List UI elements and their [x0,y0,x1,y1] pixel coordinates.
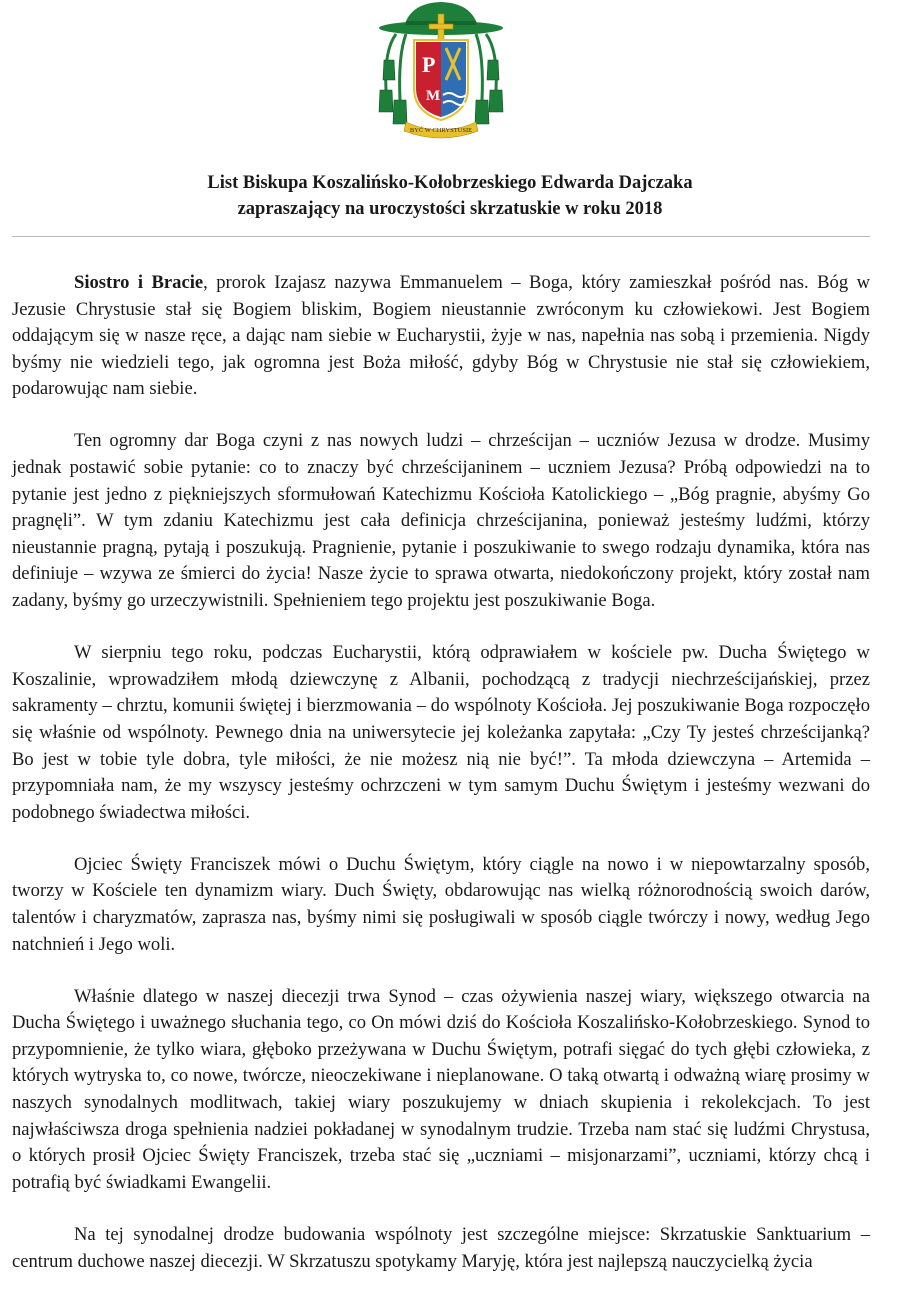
shield-letter-m: M [426,88,441,104]
letter-title [0,170,900,222]
salutation: Siostro i Bracie [74,272,204,293]
episcopal-coat-of-arms [376,0,506,140]
title-line-1: List Biskupa Koszalińsko-Kołobrzeskiego Edwarda Dajczaka [207,173,693,193]
motto-ribbon [404,122,478,138]
paragraph-3: W sierpniu tego roku, podczas Eucharystii, którą odprawiałem w kościele pw. Ducha Świętego w Koszalinie, wprowadziłem młodą dziewczynę z Albanii, pochodzącą z tradycji niechrześcijańskiej, przez sakramenty – chrztu, komunii świętej i bierzmowania – do wspólnoty Kościoła. Jej poszukiwanie Boga rozpoczęło się właśnie od wspólnoty. Pewnego dnia na uniwersytecie jej koleżanka zapytała: „Czy Ty jesteś chrześcijanką? Bo jest w tobie tyle dobra, tyle miłości, że nie możesz nią nie być!”. Ta młoda dziewczyna – Artemida – przypomniała nam, że my wszyscy jesteśmy ochrzczeni w tym samym Duchu Świętym i jesteśmy wezwani do podobnego świadectwa miłości. [12,642,870,823]
title-line-2: zapraszający na uroczystości skrzatuskie w roku 2018 [237,199,663,219]
paragraph-5: Właśnie dlatego w naszej diecezji trwa Synod – czas ożywienia naszej wiary, większego otwarcia na Ducha Świętego i uważnego słuchania tego, co On mówi dziś do Kościoła Koszalińsko-Kołobrzeskiego. Synod to przypomnienie, że tylko wiara, głęboko przeżywana w Duchu Świętym, potrafi sięgać do tych głębi człowieka, z których wytryska to, co nowe, twórcze, nieoczekiwane i nieplanowane. O taką otwartą i odważną wiarę prosimy w naszych synodalnych modlitwach, takiej wiary poszukujemy w dniach skupienia i rekolekcjach. To jest najwłaściwsza droga spełnienia nadziei pokładanej w synodalnym trudzie. Trzeba nam stać się ludźmi Chrystusa, o których prosił Ojciec Święty Franciszek, trzeba stać się „uczniami – misjonarzami”, uczniami, którzy chcą i potrafią być świadkami Ewangelii. [12,985,870,1193]
tassels-left-icon [379,34,407,124]
motto-text: BYĆ W CHRYSTUSIE [409,127,473,134]
paragraph-1-text: , prorok Izajasz nazywa Emmanuelem – Boga, który zamieszkał pośród nas. Bóg w Jezusie Chrystusie stał się Bogiem bliskim, Bogiem nieustannie zwróconym ku człowiekowi. Jest Bogiem oddającym się w nasze ręce, a dając nam siebie w Eucharystii, żyje w nas, napełnia nas sobą i przemienia. Nigdy byśmy nie wiedzieli tego, jak ogromna jest Boża miłość, gdyby Bóg w Chrystusie nie stał się człowiekiem, podarowując nam siebie. [12,272,870,400]
paragraph-1 [12,270,870,403]
paragraph-4: Ojciec Święty Franciszek mówi o Duchu Świętym, który ciągle na nowo i w niepowtarzalny sposób, tworzy w Kościele ten dynamizm wiary. Duch Święty, obdarowując nas wielką różnorodnością swoich darów, talentów i charyzmatów, zaprasza nas, byśmy nimi się posługiwali w sposób ciągle twórczy i nowy, według Jego natchnień i Jego woli. [12,853,870,955]
letter-body [12,270,870,1275]
title-divider [12,236,870,237]
paragraph-6: Na tej synodalnej drodze budowania wspólnoty jest szczególne miejsce: Skrzatuskie Sanktuarium – centrum duchowe naszej diecezji. W Skrzatuszu spotykamy Maryję, która jest najlepszą nauczycielką życia [12,1223,870,1272]
shield-icon [414,40,468,120]
shield-letter-p: P [422,52,436,77]
paragraph-2: Ten ogromny dar Boga czyni z nas nowych ludzi – chrześcijan – uczniów Jezusa w drodze. Musimy jednak postawić sobie pytanie: co to znaczy być chrześcijaninem – uczniem Jezusa? Próbą odpowiedzi na to pytanie jest jedno z piękniejszych sformułowań Katechizmu Kościoła Katolickiego – „Bóg pragnie, abyśmy Go pragnęli”. W tym zdaniu Katechizmu jest cała definicja chrześcijanina, ponieważ jesteśmy ludźmi, którzy nieustannie pragną, pytają i poszukują. Pragnienie, pytanie i poszukiwanie to swego rodzaju dynamika, która nas definiuje – wzywa ze śmierci do życia! Nasze życie to sprawa otwarta, niedokończony projekt, który został nam zadany, byśmy go urzeczywistnili. Spełnieniem tego projektu jest poszukiwanie Boga. [12,430,870,612]
tassels-right-icon [475,34,503,124]
